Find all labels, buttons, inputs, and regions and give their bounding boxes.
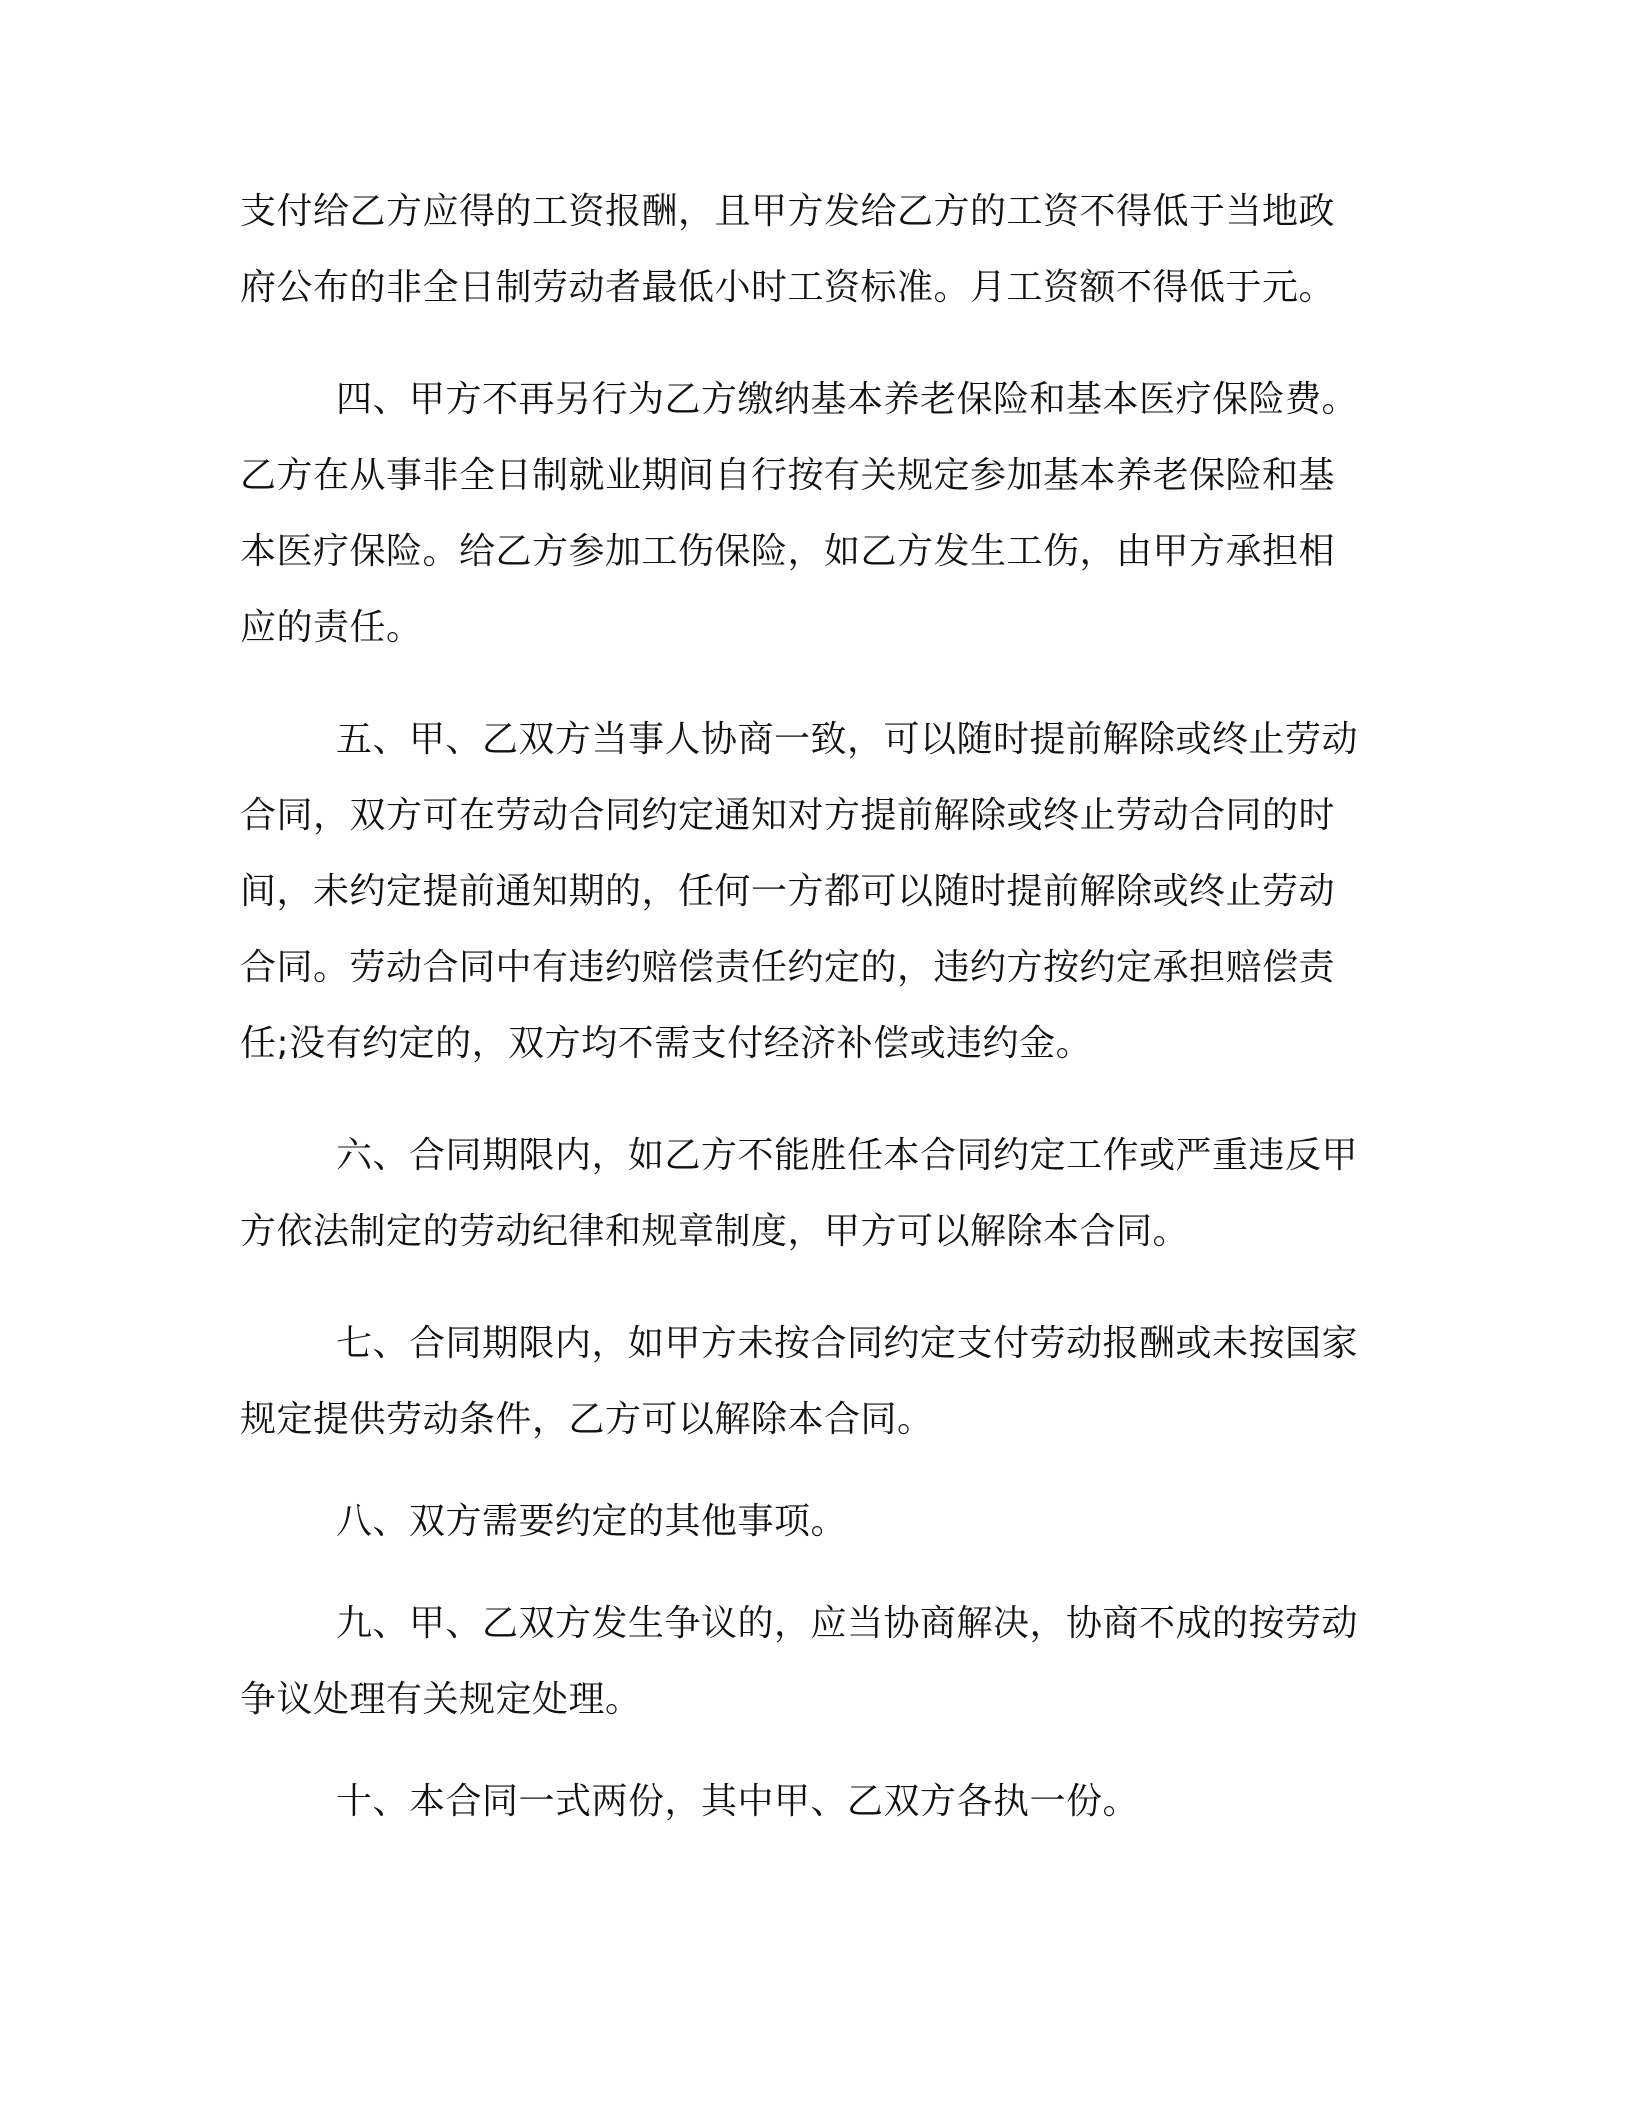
- clause-6-line: 方依法制定的劳动纪律和规章制度，甲方可以解除本合同。: [240, 1211, 1190, 1252]
- paragraph-line: 府公布的非全日制劳动者最低小时工资标准。月工资额不得低于元。: [240, 267, 1336, 308]
- clause-4-line: 四、甲方不再另行为乙方缴纳基本养老保险和基本医疗保险费。: [336, 379, 1359, 420]
- clause-7-line: 规定提供劳动条件，乙方可以解除本合同。: [240, 1399, 934, 1440]
- paragraph-line: 支付给乙方应得的工资报酬，且甲方发给乙方的工资不得低于当地政: [240, 191, 1336, 232]
- clause-9-line: 九、甲、乙双方发生争议的，应当协商解决，协商不成的按劳动: [336, 1603, 1359, 1644]
- clause-5-line: 任;没有约定的，双方均不需支付经济补偿或违约金。: [240, 1023, 1093, 1064]
- clause-4-line: 乙方在从事非全日制就业期间自行按有关规定参加基本养老保险和基: [240, 455, 1336, 496]
- clause-5-line: 合同，双方可在劳动合同约定通知对方提前解除或终止劳动合同的时: [240, 795, 1336, 836]
- clause-8-line: 八、双方需要约定的其他事项。: [336, 1501, 848, 1542]
- clause-10-line: 十、本合同一式两份，其中甲、乙双方各执一份。: [336, 1781, 1140, 1822]
- clause-5-line: 合同。劳动合同中有违约赔偿责任约定的，违约方按约定承担赔偿责: [240, 947, 1336, 988]
- clause-9-line: 争议处理有关规定处理。: [240, 1679, 642, 1720]
- clause-5-line: 间，未约定提前通知期的，任何一方都可以随时提前解除或终止劳动: [240, 871, 1336, 912]
- clause-6-line: 六、合同期限内，如乙方不能胜任本合同约定工作或严重违反甲: [336, 1135, 1359, 1176]
- clause-4-line: 本医疗保险。给乙方参加工伤保险，如乙方发生工伤，由甲方承担相: [240, 531, 1336, 572]
- clause-7-line: 七、合同期限内，如甲方未按合同约定支付劳动报酬或未按国家: [336, 1323, 1359, 1364]
- clause-4-line: 应的责任。: [240, 607, 423, 648]
- clause-5-line: 五、甲、乙双方当事人协商一致，可以随时提前解除或终止劳动: [336, 719, 1359, 760]
